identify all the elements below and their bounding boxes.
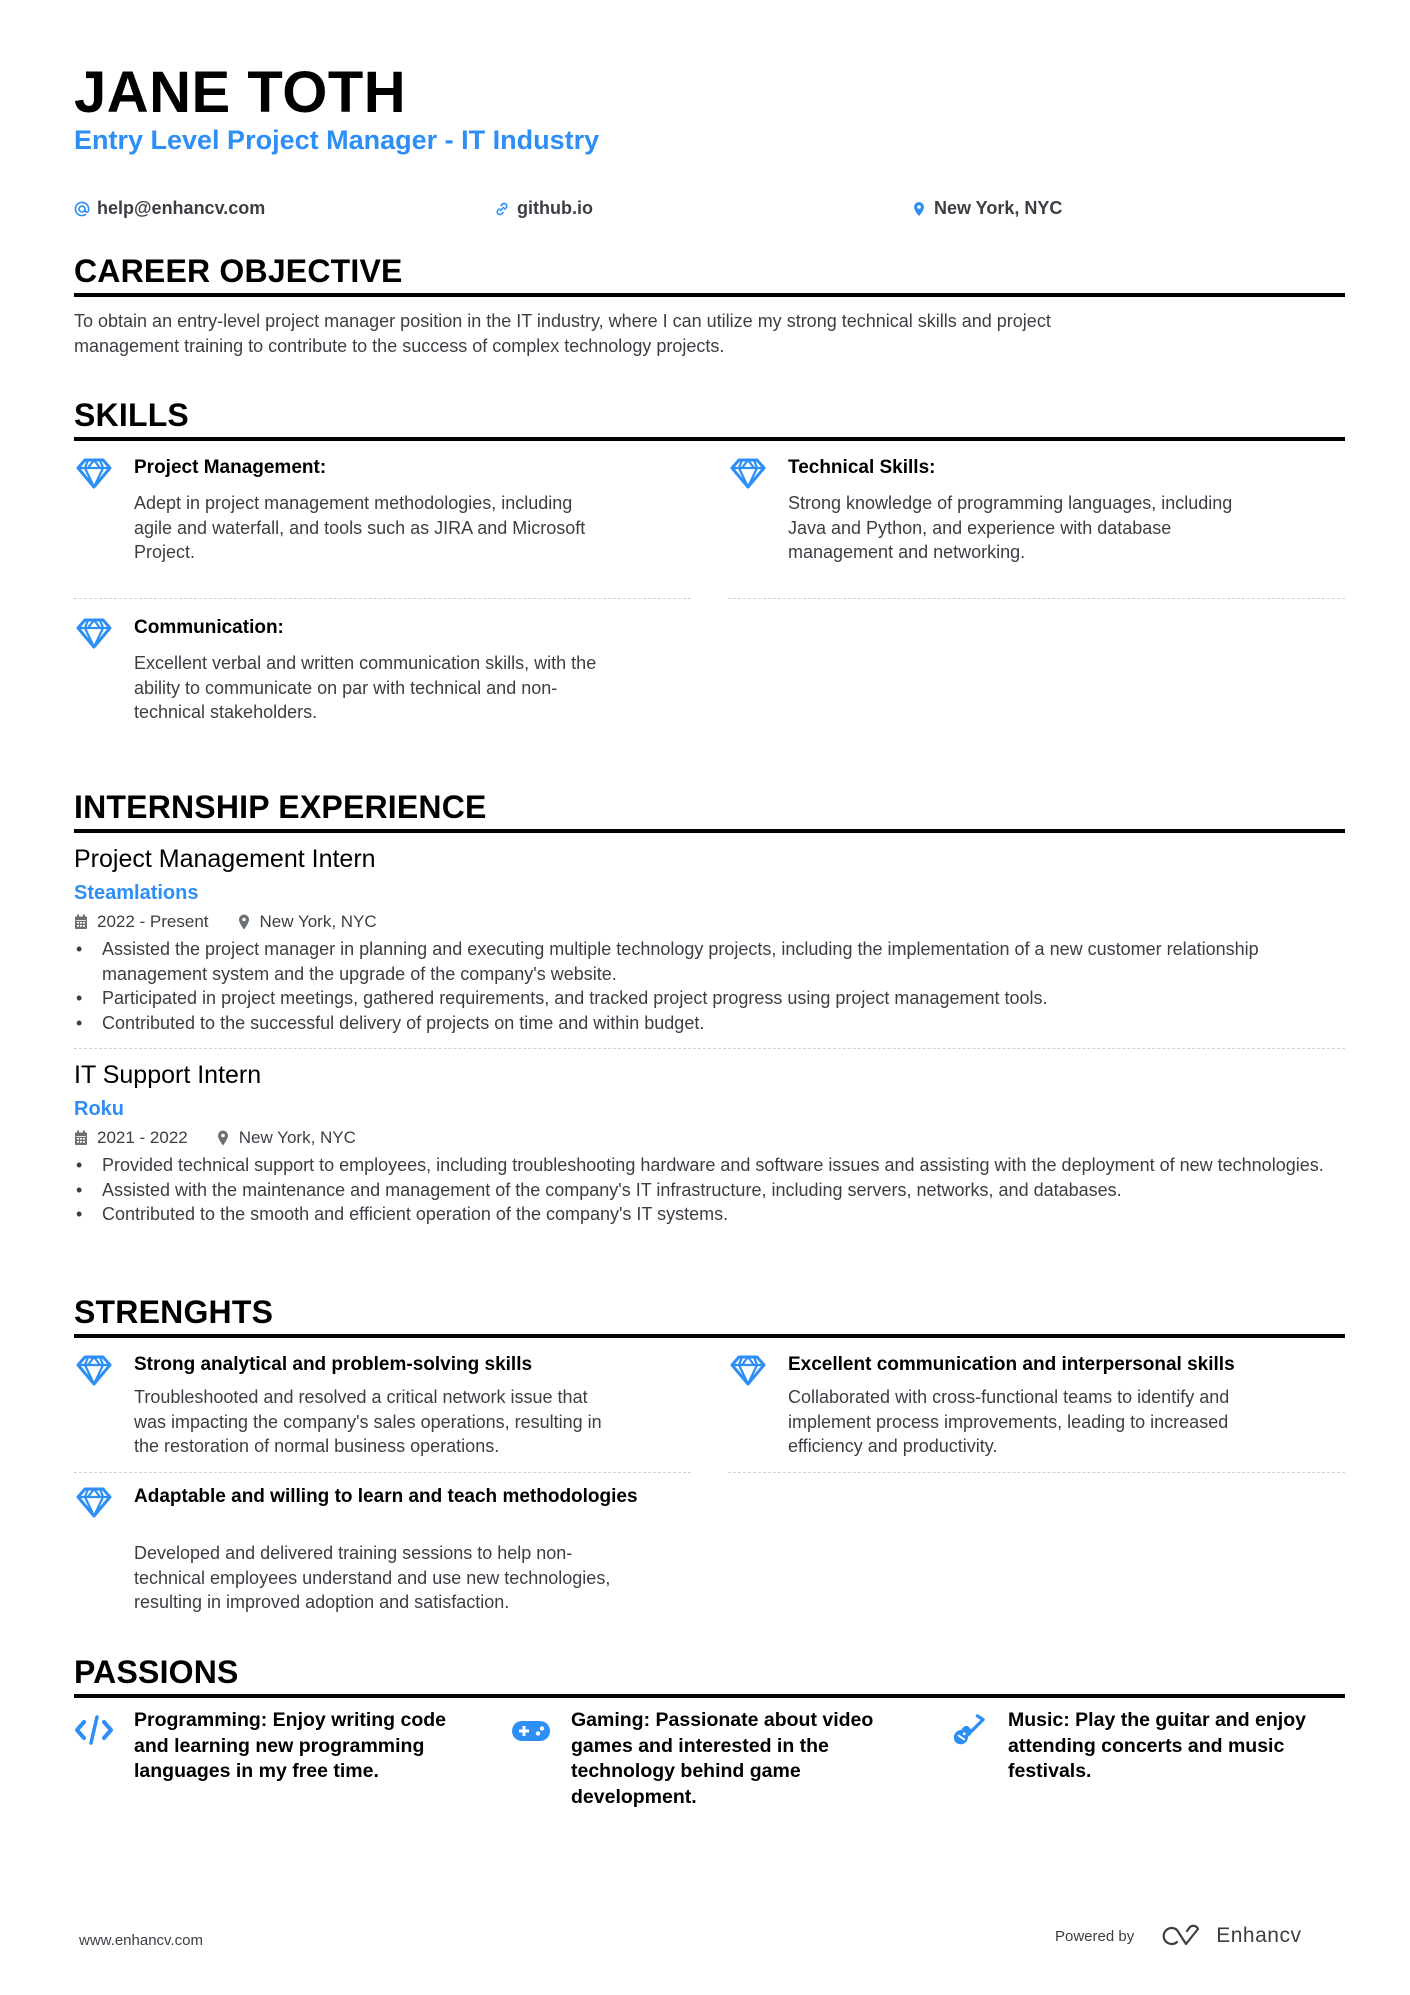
contact-row	[74, 198, 1345, 222]
section-strengths	[74, 1292, 1345, 1338]
diamond-icon	[730, 457, 766, 489]
job-dates: 2021 - 2022	[97, 1128, 188, 1147]
job-dates: 2022 - Present	[97, 912, 209, 931]
section-experience	[74, 787, 1345, 833]
section-rule	[74, 1334, 1345, 1338]
diamond-icon	[76, 1486, 112, 1518]
link-icon	[494, 201, 510, 217]
contact-email[interactable]	[74, 198, 265, 219]
section-heading: PASSIONS	[74, 1654, 239, 1690]
section-heading: CAREER OBJECTIVE	[74, 253, 403, 289]
section-rule	[74, 437, 1345, 441]
candidate-title: Entry Level Project Manager - IT Industry	[74, 125, 600, 155]
section-heading: SKILLS	[74, 397, 189, 433]
job-location: New York, NYC	[238, 1128, 356, 1147]
brand-name: Enhancv	[1216, 1924, 1302, 1947]
section-rule	[74, 829, 1345, 833]
bullet-item: • Contributed to the smooth and efficient operation of the company's IT systems.	[74, 1202, 1345, 1227]
code-icon	[74, 1714, 114, 1746]
strength-title: Adaptable and willing to learn and teach methodologies	[134, 1486, 638, 1507]
footer-branding	[1055, 1924, 1301, 1948]
bullet-item: • Provided technical support to employees, including troubleshooting hardware and software issues and assisting with the deployment of new technologies.	[74, 1153, 1345, 1178]
section-career-objective	[74, 251, 1345, 297]
diamond-icon	[76, 457, 112, 489]
bullet-item: • Participated in project meetings, gathered requirements, and tracked project progress using project management tools.	[74, 986, 1345, 1011]
at-icon	[74, 201, 90, 217]
location-text: New York, NYC	[934, 198, 1063, 218]
bullet-item: • Contributed to the successful delivery of projects on time and within budget.	[74, 1011, 1345, 1036]
skill-title: Technical Skills:	[788, 457, 936, 478]
job-entry	[74, 1059, 1345, 1227]
divider	[74, 598, 691, 599]
diamond-icon	[730, 1354, 766, 1386]
skill-title: Communication:	[134, 617, 284, 638]
location-pin-icon	[216, 1130, 230, 1146]
job-bullets	[74, 1153, 1345, 1227]
location-pin-icon	[911, 201, 927, 217]
strength-description: Developed and delivered training sessions to help non- technical employees understand and use new technologies, resulting in improved adoption and satisfaction.	[134, 1543, 611, 1612]
skill-description: Excellent verbal and written communication skills, with the ability to communicate on par with technical and non- technical stakeholders.	[134, 653, 597, 722]
section-rule	[74, 1694, 1345, 1698]
objective-text: To obtain an entry-level project manager position in the IT industry, where I can utilize my strong technical skills and project management training to contribute to the success of complex technology projects.	[74, 311, 1051, 356]
skill-description: Adept in project management methodologies, including agile and waterfall, and tools such as JIRA and Microsoft Project.	[134, 493, 586, 562]
diamond-icon	[76, 1354, 112, 1386]
email-text: help@enhancv.com	[97, 198, 266, 218]
calendar-icon	[74, 1130, 88, 1146]
passion-text: Programming: Enjoy writing code and learning new programming languages in my free time.	[134, 1709, 447, 1782]
bullet-item: • Assisted the project manager in planning and executing multiple technology projects, including the implementation of a new customer relationship management system and the upgrade of the company's website.	[74, 937, 1345, 986]
strength-description: Troubleshooted and resolved a critical network issue that was impacting the company's sales operations, resulting in the restoration of normal business operations.	[134, 1387, 602, 1456]
candidate-name: JANE TOTH	[74, 60, 407, 125]
job-meta	[74, 911, 1345, 933]
job-location: New York, NYC	[259, 912, 377, 931]
enhancv-logo-icon	[1160, 1924, 1206, 1948]
divider	[74, 1048, 1345, 1049]
website-text: github.io	[517, 198, 593, 218]
company-name[interactable]: Steamlations	[74, 882, 199, 904]
footer-website[interactable]: www.enhancv.com	[79, 1932, 203, 1949]
strength-description: Collaborated with cross-functional teams to identify and implement process improvements, leading to increased efficiency and productivity.	[788, 1387, 1230, 1456]
enhancv-logo[interactable]	[1160, 1924, 1301, 1948]
powered-by-label: Powered by	[1055, 1927, 1135, 1945]
contact-location	[911, 198, 1062, 219]
bullet-item: • Assisted with the maintenance and management of the company's IT infrastructure, including servers, networks, and databases.	[74, 1178, 1345, 1203]
divider	[728, 1472, 1345, 1473]
company-name[interactable]: Roku	[74, 1098, 124, 1120]
job-meta	[74, 1127, 1345, 1149]
divider	[728, 598, 1345, 599]
strength-title: Excellent communication and interpersonal skills	[788, 1354, 1235, 1375]
gamepad-icon	[511, 1714, 551, 1746]
job-entry	[74, 843, 1345, 1035]
section-skills	[74, 395, 1345, 441]
location-pin-icon	[237, 914, 251, 930]
passion-text: Music: Play the guitar and enjoy attending concerts and music festivals.	[1008, 1709, 1306, 1782]
divider	[74, 1472, 691, 1473]
job-title: IT Support Intern	[74, 1061, 262, 1089]
calendar-icon	[74, 914, 88, 930]
strength-title: Strong analytical and problem-solving skills	[134, 1354, 533, 1375]
section-rule	[74, 293, 1345, 297]
job-title: Project Management Intern	[74, 845, 376, 873]
skill-description: Strong knowledge of programming languages, including Java and Python, and experience with database management and networking.	[788, 493, 1233, 562]
contact-website[interactable]	[494, 198, 593, 219]
skill-title: Project Management:	[134, 457, 327, 478]
section-heading: INTERNSHIP EXPERIENCE	[74, 789, 487, 825]
diamond-icon	[76, 617, 112, 649]
job-bullets	[74, 937, 1345, 1035]
section-passions	[74, 1652, 1345, 1698]
passion-text: Gaming: Passionate about video games and interested in the technology behind game development.	[571, 1709, 874, 1808]
section-heading: STRENGHTS	[74, 1294, 274, 1330]
guitar-icon	[948, 1714, 988, 1746]
